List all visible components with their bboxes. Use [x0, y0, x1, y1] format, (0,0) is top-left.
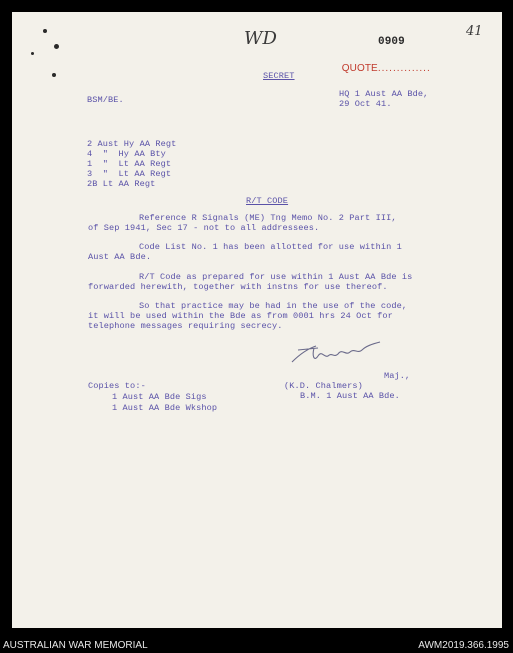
- punch-hole: [31, 52, 34, 55]
- signatory-title: B.M. 1 Aust AA Bde.: [300, 391, 400, 401]
- footer-institution: AUSTRALIAN WAR MEMORIAL: [3, 640, 148, 651]
- addressee: 1 " Lt AA Regt: [87, 159, 172, 169]
- addressee: 3 " Lt AA Regt: [87, 169, 172, 179]
- copy-recipient: 1 Aust AA Bde Sigs: [112, 392, 207, 402]
- punch-hole: [54, 44, 59, 49]
- paragraph-1-line-2: of Sep 1941, Sec 17 - not to all addressees.: [88, 223, 320, 233]
- quote-dots: ..............: [377, 63, 431, 74]
- footer-accession-number: AWM2019.366.1995: [418, 640, 509, 651]
- rank: Maj.,: [384, 371, 411, 381]
- paragraph-3-line-2: forwarded herewith, together with instns for use thereof.: [88, 282, 388, 292]
- paragraph-2-line-1: Code List No. 1 has been allotted for use within 1: [139, 242, 402, 252]
- paragraph-4-line-1: So that practice may be had in the use of the code,: [139, 301, 408, 311]
- paragraph-4-line-3: telephone messages requiring secrecy.: [88, 321, 283, 331]
- punch-hole: [43, 29, 47, 33]
- handwritten-mark: WD: [244, 28, 277, 49]
- sender-reference: BSM/BE.: [87, 95, 124, 105]
- copies-heading: Copies to:-: [88, 381, 146, 391]
- paragraph-2-line-2: Aust AA Bde.: [88, 252, 152, 262]
- reference-number: 0909: [378, 36, 405, 48]
- handwritten-number: 41: [466, 24, 483, 39]
- subject-heading: R/T CODE: [246, 196, 289, 206]
- signatory-name: (K.D. Chalmers): [284, 381, 363, 391]
- handwritten-signature: [288, 334, 388, 370]
- addressee: 2B Lt AA Regt: [87, 179, 156, 189]
- quote-label-text: QUOTE: [341, 63, 378, 74]
- punch-hole: [52, 73, 56, 77]
- classification-heading: SECRET: [263, 71, 295, 81]
- addressee: 2 Aust Hy AA Regt: [87, 139, 177, 149]
- copy-recipient: 1 Aust AA Bde Wkshop: [112, 403, 218, 413]
- paragraph-3-line-1: R/T Code as prepared for use within 1 Aust AA Bde is: [139, 272, 413, 282]
- addressee: 4 " Hy AA Bty: [87, 149, 166, 159]
- paragraph-1-line-1: Reference R Signals (ME) Tng Memo No. 2 Part III,: [139, 213, 397, 223]
- origin-line-2: 29 Oct 41.: [339, 99, 392, 109]
- paragraph-4-line-2: it will be used within the Bde as from 0001 hrs 24 Oct for: [88, 311, 393, 321]
- origin-line-1: HQ 1 Aust AA Bde,: [339, 89, 429, 99]
- quote-label: [336, 54, 431, 74]
